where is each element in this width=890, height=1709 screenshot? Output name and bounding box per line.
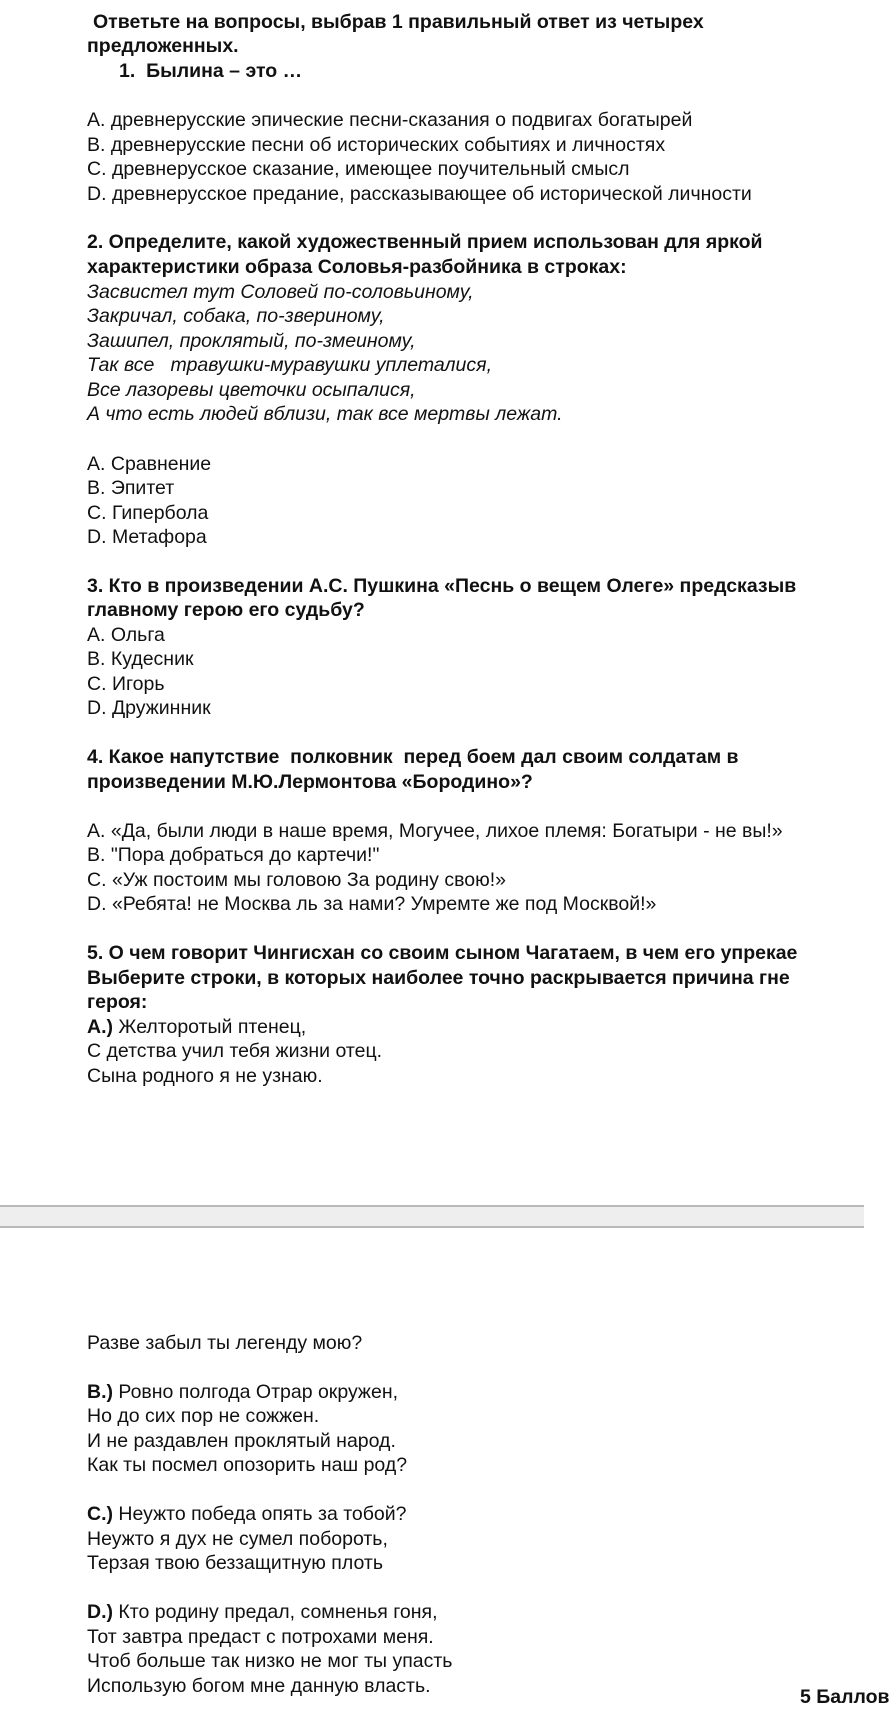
- option-letter: A: [87, 820, 101, 842]
- q5-option-c-line-2: Неужто я дух не сумел побороть,: [87, 1528, 388, 1550]
- option-text: древнерусское сказание, имеющее поучительный смысл: [111, 158, 630, 180]
- q2-quote-line-3: Зашипел, проклятый, по-змеиному,: [87, 330, 416, 352]
- option-text: Неужто победа опять за тобой?: [118, 1503, 407, 1525]
- q4-title-line-2: произведении М.Ю.Лермонтова «Бородино»?: [87, 771, 533, 793]
- q2-option-c: C. Гипербола: [87, 502, 209, 524]
- q5-title-line-1: 5. О чем говорит Чингисхан со своим сыном Чагатаем, в чем его упрекае: [87, 942, 798, 964]
- option-text: Кто родину предал, сомненья гоня,: [118, 1601, 438, 1623]
- q4-title-line-1: 4. Какое напутствие полковник перед боем дал своим солдатам в: [87, 746, 739, 768]
- option-letter: D: [87, 697, 102, 719]
- q1-option-b: B. древнерусские песни об исторических событиях и личностях: [87, 134, 666, 156]
- q2-option-b: B. Эпитет: [87, 477, 175, 499]
- option-label: C.): [87, 1503, 113, 1525]
- q4-option-a: A. «Да, были люди в наше время, Могучее, лихое племя: Богатыри - не вы!»: [87, 820, 783, 842]
- option-text: Желторотый птенец,: [118, 1016, 307, 1038]
- option-letter: B: [87, 134, 101, 156]
- q3-title-line-2: главному герою его судьбу?: [87, 599, 365, 621]
- q5-option-c-line-3: Терзая твою беззащитную плоть: [87, 1552, 383, 1574]
- q2-quote-line-4: Так все травушки-муравушки уплеталися,: [87, 354, 492, 376]
- option-letter: A: [87, 109, 101, 131]
- q2-quote-line-6: А что есть людей вблизи, так все мертвы лежат.: [87, 403, 563, 425]
- option-letter: C: [87, 502, 102, 524]
- q1-option-c: C. древнерусское сказание, имеющее поучительный смысл: [87, 158, 630, 180]
- q2-quote-line-1: Засвистел тут Соловей по-соловьиному,: [87, 281, 474, 303]
- option-text: древнерусские эпические песни-сказания о подвигах богатырей: [110, 109, 693, 131]
- page-2: [0, 1228, 890, 1708]
- option-text: Ровно полгода Отрар окружен,: [118, 1381, 399, 1403]
- q4-option-c: C. «Уж постоим мы головою За родину свою!»: [87, 869, 506, 891]
- q5-option-b-line-4: Как ты посмел опозорить наш род?: [87, 1454, 408, 1476]
- q2-option-d: D. Метафора: [87, 526, 207, 548]
- q5-option-d-line-4: Использую богом мне данную власть.: [87, 1675, 431, 1697]
- option-text: «Да, были люди в наше время, Могучее, лихое племя: Богатыри - не вы!»: [110, 820, 783, 842]
- page-separator: [0, 1205, 864, 1228]
- option-text: Кудесник: [110, 648, 194, 670]
- q2-quote-line-5: Все лазоревы цветочки осыпалися,: [87, 379, 416, 401]
- q5-option-a-line-1: [87, 1015, 306, 1039]
- q5-title-line-3: героя:: [87, 991, 148, 1013]
- q5-title-line-2: Выберите строки, в которых наиболее точно раскрывается причина гне: [87, 967, 790, 989]
- q5-option-b-line-3: И не раздавлен проклятый народ.: [87, 1430, 396, 1452]
- q3-option-d: D. Дружинник: [87, 697, 211, 719]
- instruction-line-2: предложенных.: [87, 35, 239, 57]
- option-text: Игорь: [111, 673, 165, 695]
- option-letter: A: [87, 453, 101, 475]
- option-letter: D: [87, 893, 102, 915]
- q3-option-b: B. Кудесник: [87, 648, 194, 670]
- q1-option-d: D. древнерусское предание, рассказывающее об исторической личности: [87, 183, 752, 205]
- option-letter: C: [87, 869, 102, 891]
- q2-option-a: A. Сравнение: [87, 453, 212, 475]
- option-text: Метафора: [111, 526, 207, 548]
- q5-option-a-line-2: С детства учил тебя жизни отец.: [87, 1040, 383, 1062]
- option-text: Дружинник: [111, 697, 211, 719]
- q5-option-d-line-3: Чтоб больше так низко не мог ты упасть: [87, 1650, 453, 1672]
- option-text: Эпитет: [110, 477, 175, 499]
- q2-title-line-2: характеристики образа Соловья-разбойника в строках:: [87, 256, 627, 278]
- option-letter: B: [87, 477, 101, 499]
- option-letter: C: [87, 673, 102, 695]
- option-text: древнерусское предание, рассказывающее об исторической личности: [111, 183, 752, 205]
- option-letter: A: [87, 624, 101, 646]
- q1-option-a: A. древнерусские эпические песни-сказания о подвигах богатырей: [87, 109, 693, 131]
- option-letter: C: [87, 158, 102, 180]
- q5-option-a-line-3: Сына родного я не узнаю.: [87, 1065, 323, 1087]
- option-text: «Ребята! не Москва ль за нами? Умремте же под Москвой!»: [111, 893, 657, 915]
- q1-title: 1. Былина – это …: [119, 60, 303, 82]
- option-letter: B: [87, 648, 101, 670]
- option-label: D.): [87, 1601, 113, 1623]
- option-text: древнерусские песни об исторических событиях и личностях: [110, 134, 666, 156]
- q2-quote-line-2: Закричал, собака, по-звериному,: [87, 305, 385, 327]
- option-letter: B: [87, 844, 101, 866]
- q5-option-c-line-1: [87, 1502, 407, 1526]
- next-question-fragment: 5 Баллов: [800, 1686, 890, 1708]
- q5-option-b-line-1: [87, 1380, 398, 1404]
- q4-option-b: B. "Пора добраться до картечи!": [87, 844, 380, 866]
- option-text: Ольга: [110, 624, 165, 646]
- q3-option-a: A. Ольга: [87, 624, 165, 646]
- q5-option-d-line-1: [87, 1600, 438, 1624]
- instruction-line-1: Ответьте на вопросы, выбрав 1 правильный ответ из четырех: [93, 11, 704, 33]
- q5-option-a-line-4: Разве забыл ты легенду мою?: [87, 1332, 363, 1354]
- option-label: B.): [87, 1381, 113, 1403]
- option-text: Гипербола: [111, 502, 209, 524]
- q3-title-line-1: 3. Кто в произведении А.С. Пушкина «Песнь о вещем Олеге» предсказыв: [87, 575, 797, 597]
- q5-option-b-line-2: Но до сих пор не сожжен.: [87, 1405, 320, 1427]
- q3-option-c: C. Игорь: [87, 673, 165, 695]
- q4-option-d: D. «Ребята! не Москва ль за нами? Умремте же под Москвой!»: [87, 893, 657, 915]
- option-text: "Пора добраться до картечи!": [110, 844, 380, 866]
- option-text: Сравнение: [110, 453, 212, 475]
- option-text: «Уж постоим мы головою За родину свою!»: [111, 869, 506, 891]
- q5-option-d-line-2: Тот завтра предаст с потрохами меня.: [87, 1626, 434, 1648]
- option-letter: D: [87, 526, 102, 548]
- q2-title-line-1: 2. Определите, какой художественный прием использован для яркой: [87, 231, 763, 253]
- option-label: A.): [87, 1016, 113, 1038]
- option-letter: D: [87, 183, 102, 205]
